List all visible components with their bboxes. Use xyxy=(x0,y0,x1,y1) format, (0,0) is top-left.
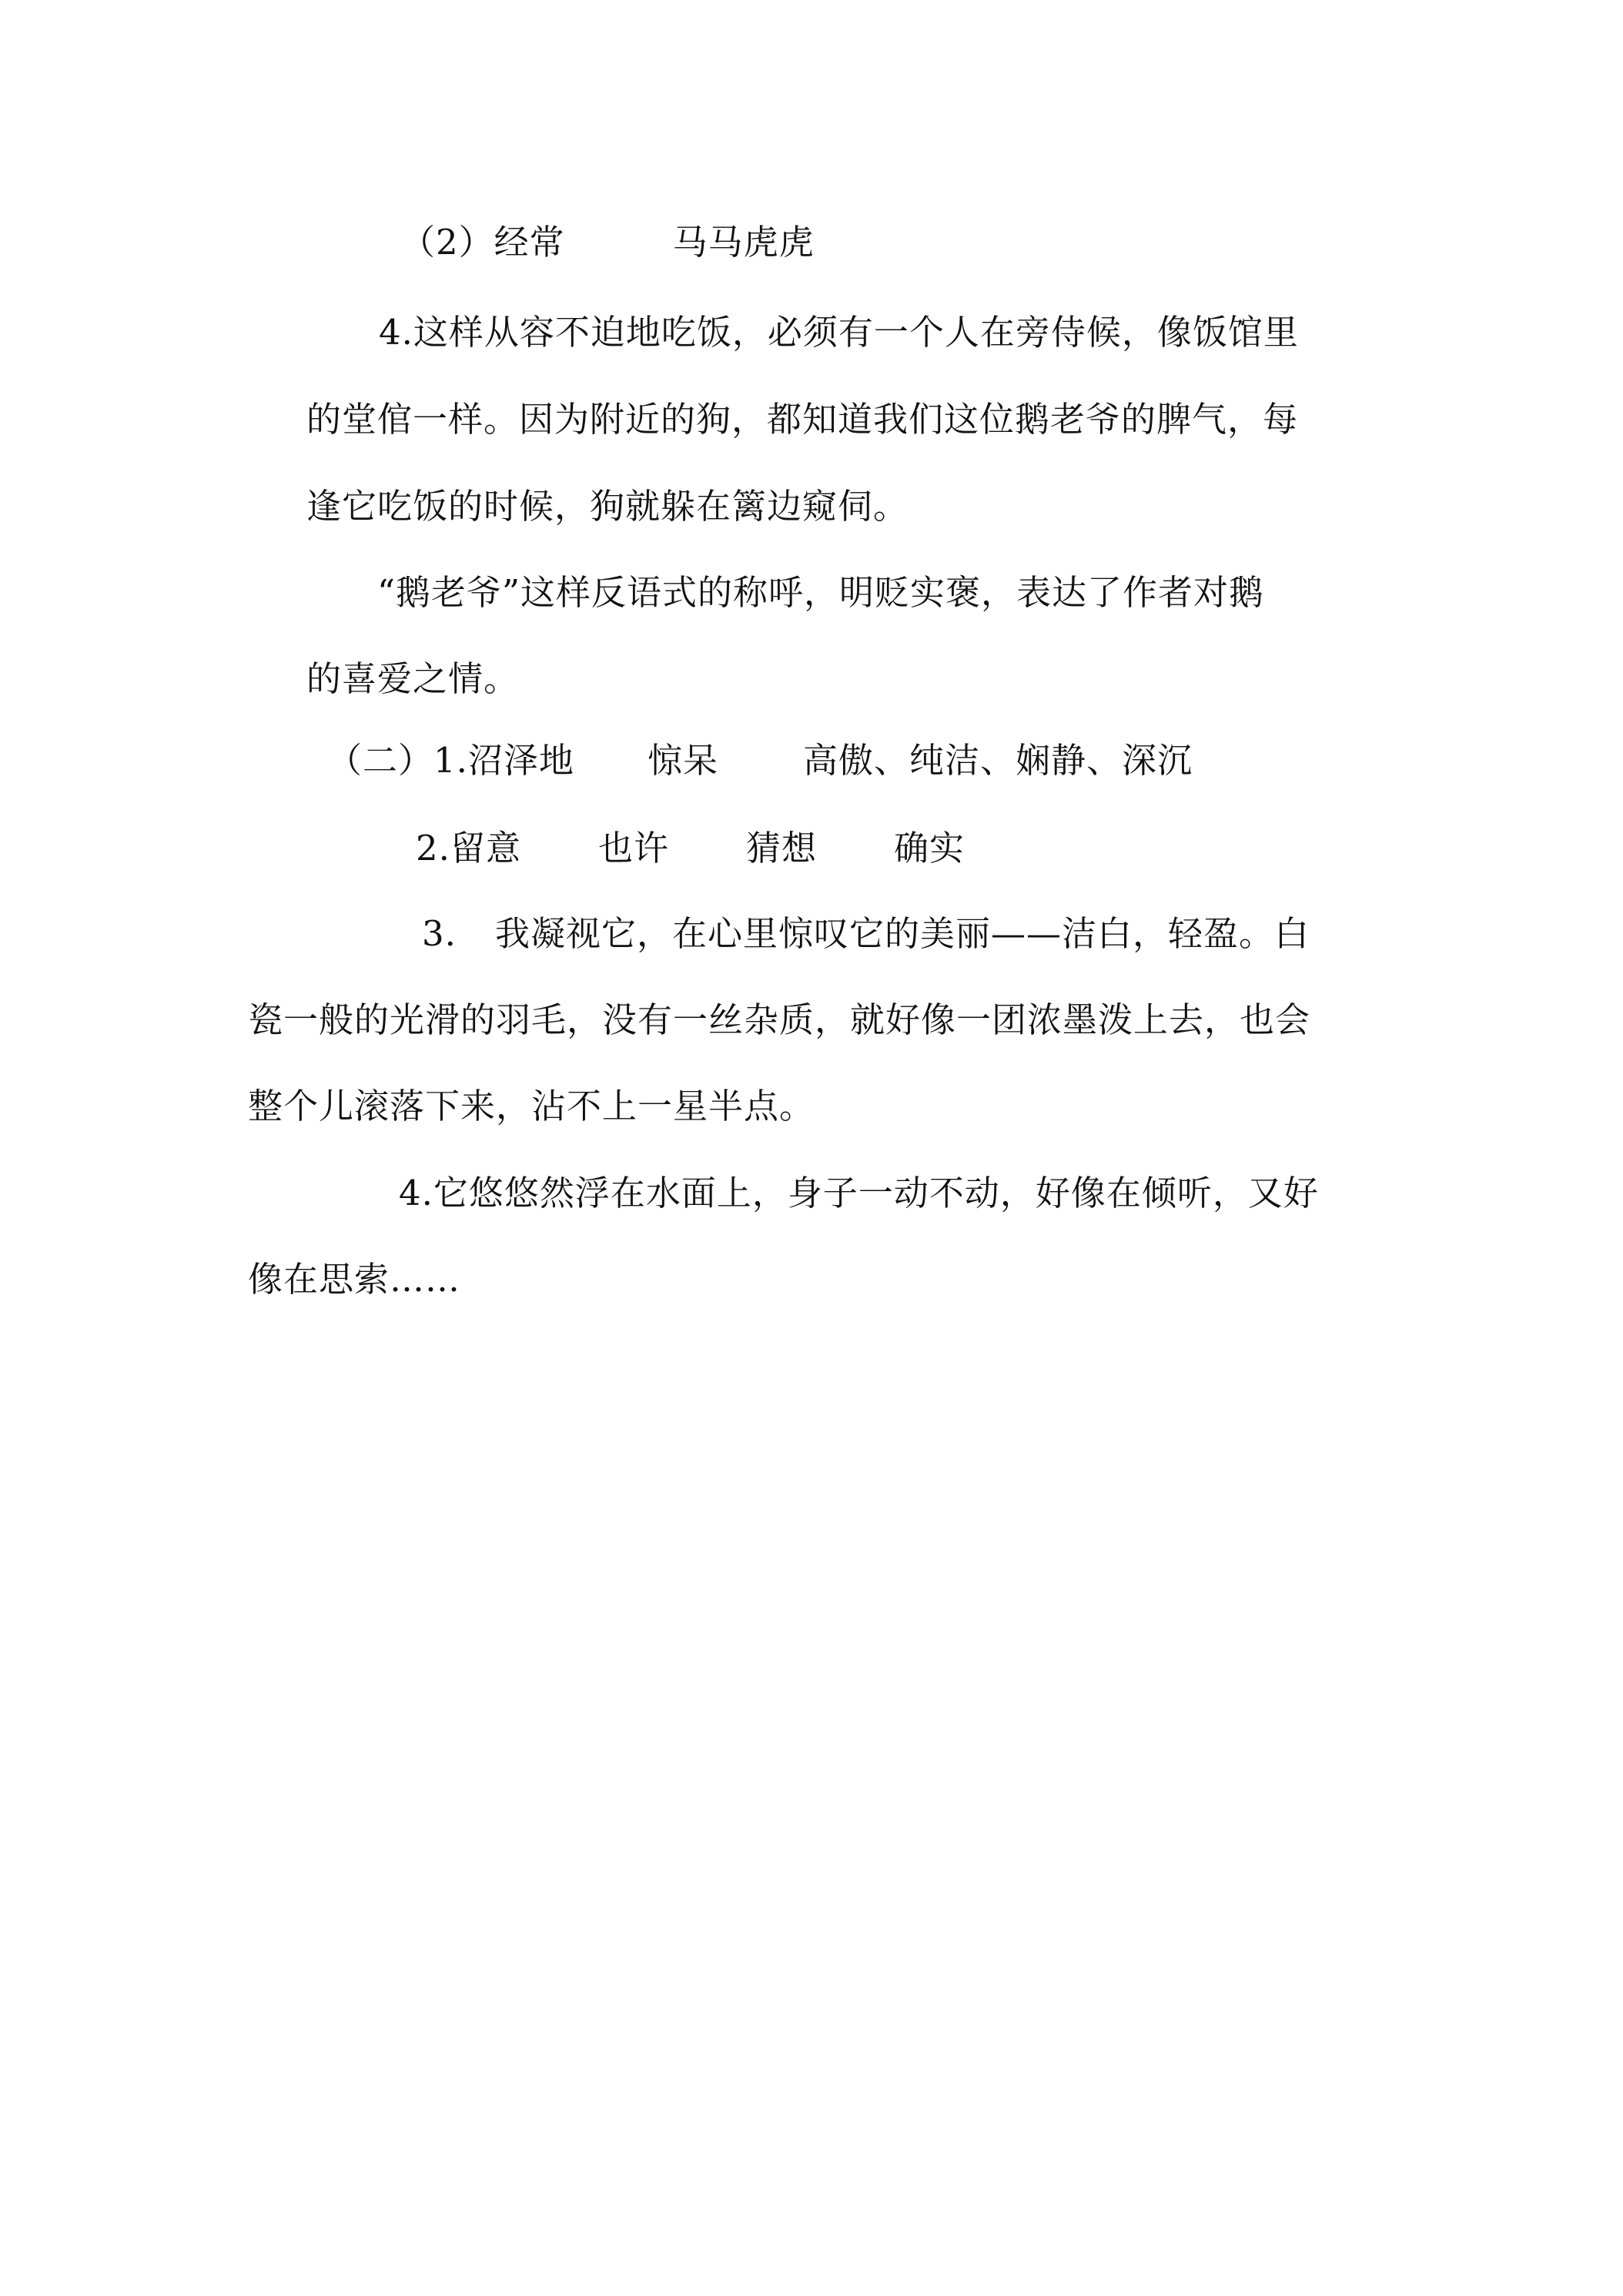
answer-word: 确实 xyxy=(893,828,965,869)
answer-1-2 xyxy=(400,219,815,266)
answer-1-4-line-1: 4.这样从容不迫地吃饭，必须有一个人在旁侍候，像饭馆里 xyxy=(379,312,1299,353)
answer-word: 沼泽地 xyxy=(467,740,574,781)
answer-text: 我凝视它，在心里惊叹它的美丽——洁白，轻盈。白 xyxy=(494,913,1310,954)
answer-label: （二）1. xyxy=(327,740,468,781)
answer-2-4-line-2: 像在思索…… xyxy=(248,1259,461,1300)
answer-word: 猜想 xyxy=(745,828,817,869)
answer-word: 也许 xyxy=(597,828,669,869)
answer-word: 马马虎虎 xyxy=(672,222,815,263)
answer-1-comment-line-2: 的喜爱之情。 xyxy=(306,658,520,699)
answer-2-3-line-2: 瓷一般的光滑的羽毛，没有一丝杂质，就好像一团浓墨泼上去，也会 xyxy=(248,999,1311,1040)
answer-word: 惊呆 xyxy=(647,740,718,781)
answer-2-1 xyxy=(327,738,1193,784)
answer-word: 高傲、纯洁、娴静、深沉 xyxy=(802,740,1193,781)
answer-2-3-line-3: 整个儿滚落下来，沾不上一星半点。 xyxy=(248,1086,815,1126)
answer-2-2 xyxy=(416,825,965,872)
answer-label: 3. xyxy=(422,913,457,954)
answer-1-4-line-2: 的堂倌一样。因为附近的狗，都知道我们这位鹅老爷的脾气，每 xyxy=(306,399,1299,440)
answer-word: 经常 xyxy=(494,222,565,263)
answer-1-comment-line-1: “鹅老爷”这样反语式的称呼，明贬实褒，表达了作者对鹅 xyxy=(377,572,1265,613)
answer-2-3-line-1 xyxy=(422,911,1310,957)
answer-1-4-line-3: 逢它吃饭的时候，狗就躲在篱边窥伺。 xyxy=(306,486,909,527)
answer-word: 留意 xyxy=(450,828,521,869)
answer-number: （2） xyxy=(400,222,494,263)
answer-label: 2. xyxy=(416,828,450,869)
answer-2-4-line-1: 4.它悠悠然浮在水面上，身子一动不动，好像在倾听，又好 xyxy=(399,1173,1319,1213)
